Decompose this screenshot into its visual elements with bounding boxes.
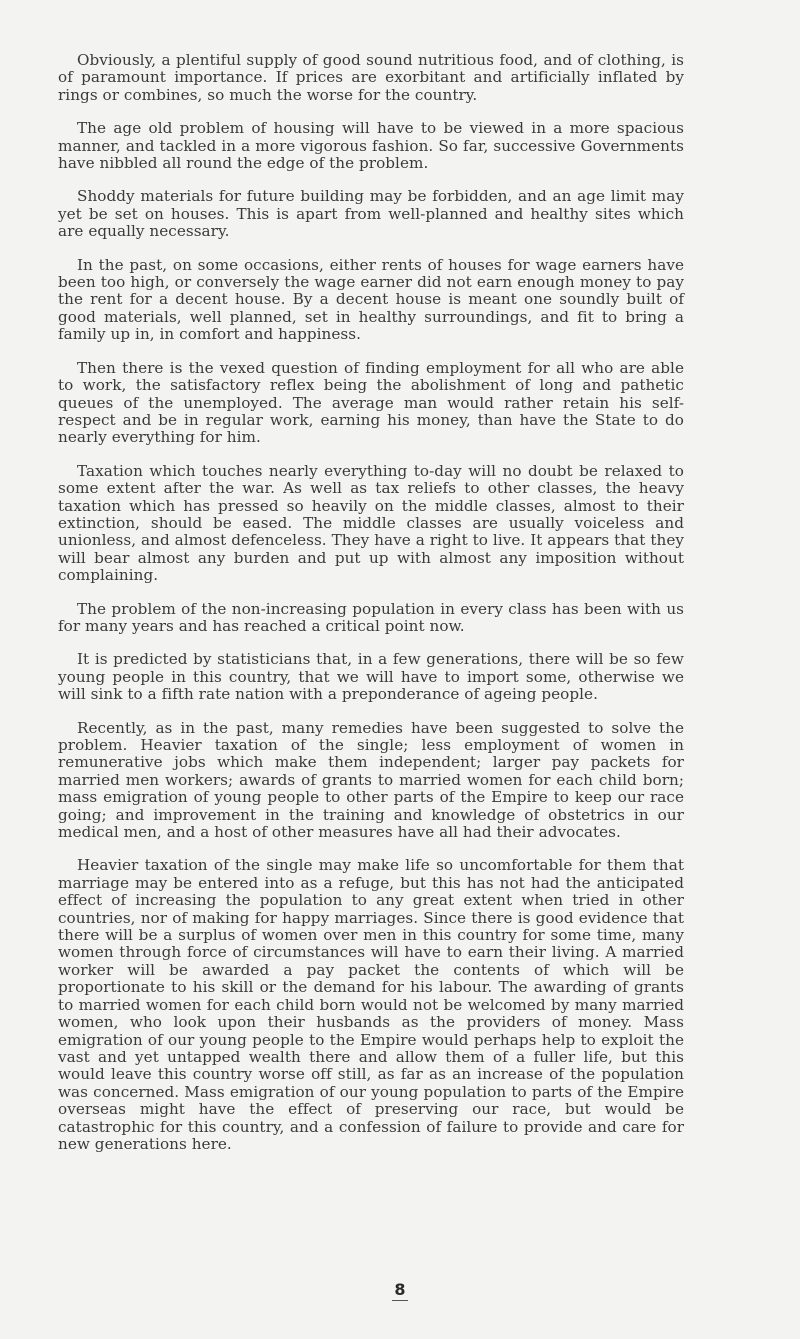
paragraph: In the past, on some occasions, either rents of houses for wage earners have been too high, or conversely the wage earner did not earn enough money to pay the rent for a decent house. By a decent house is meant one soundly built of good materials, well planned, set in healthy surroundings, and fit to bring a family up in, in comfort and happiness.	[58, 255, 684, 344]
paragraph: Taxation which touches nearly everything to-day will no doubt be relaxed to some extent after the war. As well as tax reliefs to other classes, the heavy taxation which has pressed so heavily on the middle classes, almost to their extinction, should be eased. The middle classes are usually voiceless and unionless, and almost defenceless. They have a right to live. It appears that they will bear almost any burden and put up with almost any imposition without complaining.	[58, 461, 684, 585]
paragraph: Shoddy materials for future building may be forbidden, and an age limit may yet be set on houses. This is apart from well-planned and healthy sites which are equally necessary.	[58, 187, 684, 241]
paragraph: Heavier taxation of the single may make life so uncomfortable for them that marriage may be entered into as a refuge, but this has not had the anticipated effect of increasing the population to any great extent when tried in other countries, nor of making for happy marriages. Since there is good evidence that there will be a surplus of women over men in this country for some time, many women through force of circumstances will have to earn their living. A married worker will be awarded a pay packet the contents of which will be proportionate to his skill or the demand for his labour. The awarding of grants to married women for each child born would not be welcomed by many married women, who look upon their husbands as the providers of money. Mass emigration of our young people to the Empire would perhaps help to exploit the vast and yet untapped wealth there and allow them of a fuller life, but this would leave this country worse off still, as far as an increase of the population was concerned. Mass emigration of our young population to parts of the Empire overseas might have the effect of preserving our race, but would be catastrophic for this country, and a confession of failure to provide and care for new generations here.	[58, 856, 684, 1153]
body-text	[58, 52, 684, 1169]
paragraph: The problem of the non-increasing population in every class has been with us for many years and has reached a critical point now.	[58, 599, 684, 635]
paragraph: The age old problem of housing will have to be viewed in a more spacious manner, and tackled in a more vigorous fashion. So far, successive Governments have nibbled all round the edge of the problem.	[58, 119, 684, 173]
page-number-label: 8	[394, 1280, 406, 1299]
paragraph: Obviously, a plentiful supply of good sound nutritious food, and of clothing, is of paramount importance. If prices are exorbitant and artificially inflated by rings or combines, so much the worse for the country.	[58, 51, 684, 104]
page-number	[0, 1280, 800, 1301]
paragraph: Recently, as in the past, many remedies have been suggested to solve the problem. Heavier taxation of the single; less employment of women in remunerative jobs which make them independent; larger pay packets for married men workers; awards of grants to married women for each child born; mass emigration of young people to other parts of the Empire to keep our race going; and improvement in the training and knowledge of obstetrics in our medical men, and a host of other measures have all had their advocates.	[58, 718, 684, 842]
paragraph: It is predicted by statisticians that, in a few generations, there will be so few young people in this country, that we will have to import some, otherwise we will sink to a fifth rate nation with a preponderance of ageing people.	[58, 650, 684, 704]
paragraph: Then there is the vexed question of finding employment for all who are able to work, the satisfactory reflex being the abolishment of long and pathetic queues of the unemployed. The average man would rather retain his self-respect and be in regular work, earning his money, than have the State to do nearly everything for him.	[58, 358, 684, 447]
